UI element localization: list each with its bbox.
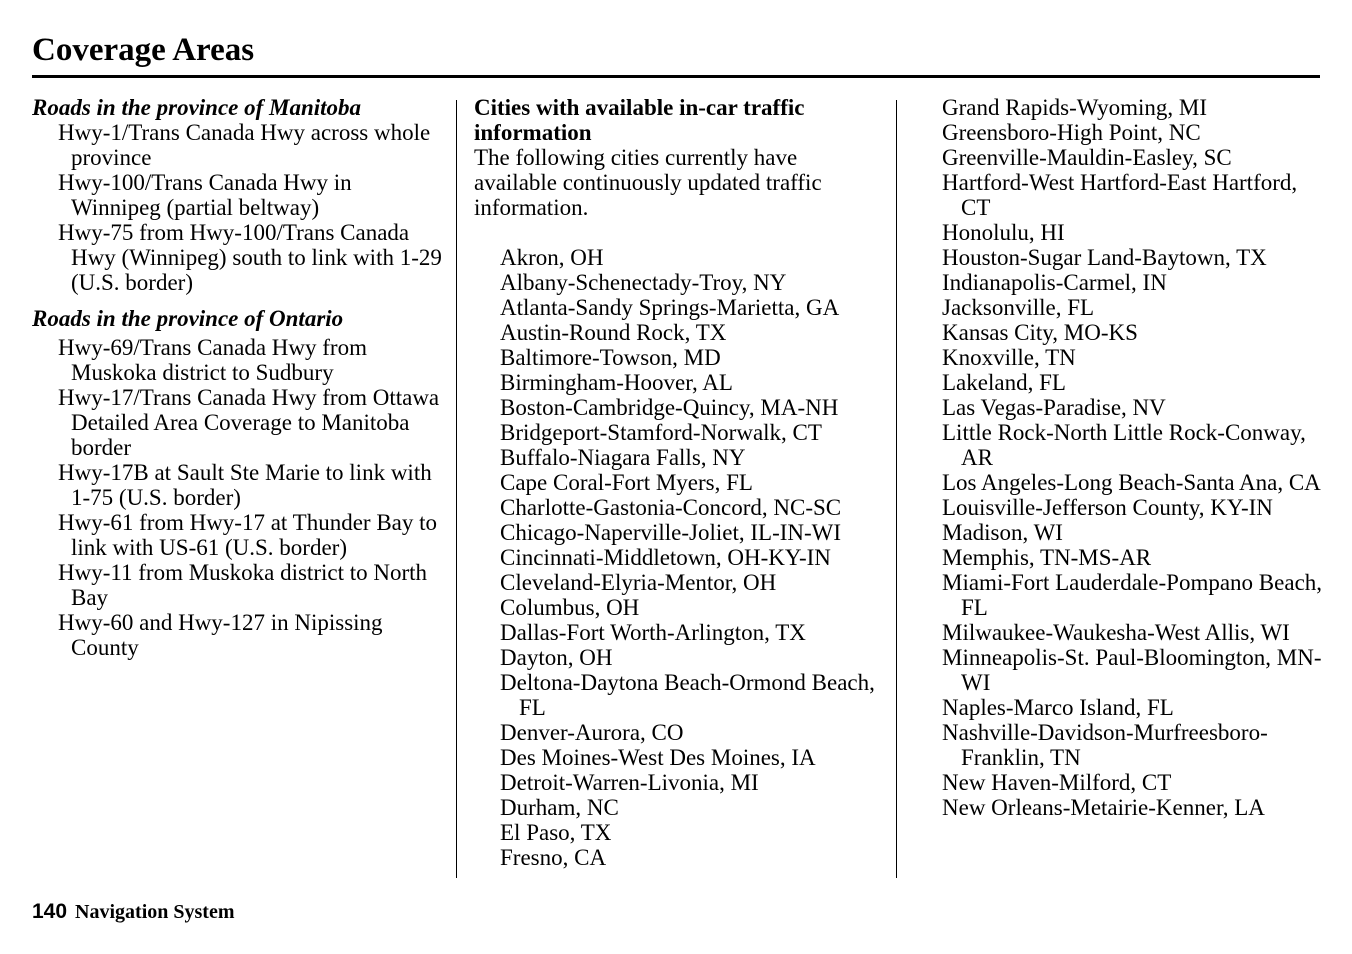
traffic-intro: The following cities currently have available continuously updated traffic information. [474, 145, 822, 220]
list-item: Atlanta-Sandy Springs-Marietta, GA [500, 295, 840, 320]
list-item: Lakeland, FL [942, 370, 1066, 395]
list-item: Birmingham-Hoover, AL [500, 370, 733, 395]
ontario-heading: Roads in the province of Ontario [32, 306, 344, 331]
list-item: Bridgeport-Stamford-Norwalk, CT [500, 420, 822, 445]
traffic-heading: Cities with available in-car traffic information [474, 95, 805, 145]
list-item: Durham, NC [500, 795, 619, 820]
page-title: Coverage Areas [32, 32, 255, 68]
list-item: Cape Coral-Fort Myers, FL [500, 470, 753, 495]
road-item: Hwy-69/Trans Canada Hwy from Muskoka district to Sudbury [58, 335, 367, 385]
list-item: Buffalo-Niagara Falls, NY [500, 445, 746, 470]
list-item: Austin-Round Rock, TX [500, 320, 727, 345]
list-item: Akron, OH [500, 245, 604, 270]
road-item: Hwy-100/Trans Canada Hwy in Winnipeg (partial beltway) [58, 170, 352, 220]
list-item: Chicago-Naperville-Joliet, IL-IN-WI [500, 520, 842, 545]
list-item: Des Moines-West Des Moines, IA [500, 745, 816, 770]
list-item: Fresno, CA [500, 845, 607, 870]
road-item: Hwy-17B at Sault Ste Marie to link with 1-75 (U.S. border) [58, 460, 432, 510]
column-canada-roads [32, 95, 442, 660]
city-list [942, 95, 1332, 820]
list-item: Louisville-Jefferson County, KY-IN [942, 495, 1273, 520]
list-item: Madison, WI [942, 520, 1063, 545]
page-footer [32, 899, 235, 927]
manitoba-heading: Roads in the province of Manitoba [32, 95, 362, 120]
list-item: Cincinnati-Middletown, OH-KY-IN [500, 545, 831, 570]
page-number: 140 [32, 900, 68, 923]
list-item: Columbus, OH [500, 595, 640, 620]
list-item: Cleveland-Elyria-Mentor, OH [500, 570, 777, 595]
road-item: Hwy-60 and Hwy-127 in Nipissing County [58, 610, 383, 660]
road-item: Hwy-11 from Muskoka district to North Bay [58, 560, 428, 610]
list-item: New Orleans-Metairie-Kenner, LA [942, 795, 1265, 820]
list-item: Miami-Fort Lauderdale-Pompano Beach, FL [942, 570, 1323, 620]
city-list [474, 245, 884, 870]
list-item: Denver-Aurora, CO [500, 720, 684, 745]
list-item: Knoxville, TN [942, 345, 1076, 370]
column-divider [456, 100, 457, 878]
list-item: Nashville-Davidson-Murfreesboro-Franklin, TN [942, 720, 1268, 770]
column-divider [896, 100, 897, 878]
list-item: Milwaukee-Waukesha-West Allis, WI [942, 620, 1290, 645]
list-item: Boston-Cambridge-Quincy, MA-NH [500, 395, 839, 420]
column-traffic-cities-1 [474, 95, 884, 870]
list-item: Charlotte-Gastonia-Concord, NC-SC [500, 495, 842, 520]
list-item: Minneapolis-St. Paul-Bloomington, MN-WI [942, 645, 1322, 695]
list-item: Indianapolis-Carmel, IN [942, 270, 1167, 295]
list-item: Jacksonville, FL [942, 295, 1095, 320]
list-item: Naples-Marco Island, FL [942, 695, 1174, 720]
list-item: Greenville-Mauldin-Easley, SC [942, 145, 1232, 170]
list-item: Los Angeles-Long Beach-Santa Ana, CA [942, 470, 1321, 495]
title-divider [32, 75, 1320, 78]
list-item: Honolulu, HI [942, 220, 1065, 245]
road-item: Hwy-75 from Hwy-100/Trans Canada Hwy (Winnipeg) south to link with 1-29 (U.S. border) [58, 220, 442, 295]
road-item: Hwy-61 from Hwy-17 at Thunder Bay to link with US-61 (U.S. border) [58, 510, 438, 560]
list-item: Greensboro-High Point, NC [942, 120, 1201, 145]
list-item: Hartford-West Hartford-East Hartford, CT [942, 170, 1298, 220]
list-item: Baltimore-Towson, MD [500, 345, 721, 370]
list-item: El Paso, TX [500, 820, 612, 845]
list-item: New Haven-Milford, CT [942, 770, 1172, 795]
list-item: Las Vegas-Paradise, NV [942, 395, 1166, 420]
list-item: Dayton, OH [500, 645, 613, 670]
road-item: Hwy-17/Trans Canada Hwy from Ottawa Detailed Area Coverage to Manitoba border [58, 385, 440, 460]
road-item: Hwy-1/Trans Canada Hwy across whole province [58, 120, 431, 170]
list-item: Memphis, TN-MS-AR [942, 545, 1152, 570]
list-item: Detroit-Warren-Livonia, MI [500, 770, 759, 795]
list-item: Little Rock-North Little Rock-Conway, AR [942, 420, 1306, 470]
list-item: Kansas City, MO-KS [942, 320, 1138, 345]
list-item: Deltona-Daytona Beach-Ormond Beach, FL [500, 670, 875, 720]
list-item: Houston-Sugar Land-Baytown, TX [942, 245, 1267, 270]
column-traffic-cities-2 [942, 95, 1332, 820]
ontario-road-list [32, 335, 442, 660]
footer-label: Navigation System [75, 901, 235, 923]
list-item: Dallas-Fort Worth-Arlington, TX [500, 620, 806, 645]
list-item: Grand Rapids-Wyoming, MI [942, 95, 1207, 120]
manitoba-road-list [32, 120, 442, 295]
list-item: Albany-Schenectady-Troy, NY [500, 270, 787, 295]
